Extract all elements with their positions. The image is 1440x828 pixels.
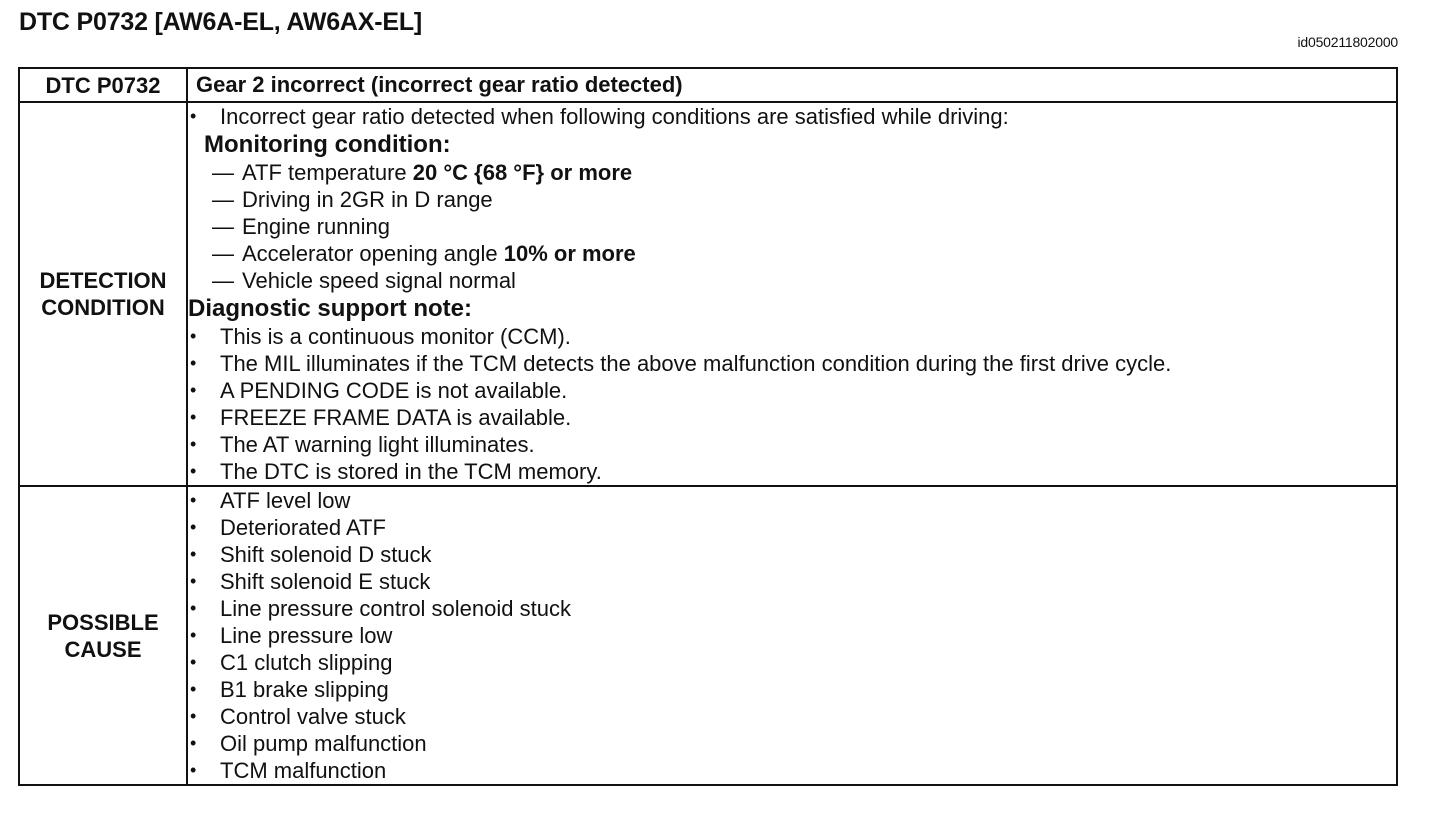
cause-label-line2: CAUSE xyxy=(64,636,142,662)
dtc-table xyxy=(18,67,1398,786)
cause-item: • C1 clutch slipping xyxy=(188,649,1396,676)
dash-mark: — xyxy=(212,268,234,293)
dtc-code-cell: DTC P0732 xyxy=(19,68,187,102)
cause-label-line1: POSSIBLE xyxy=(47,609,159,635)
dash-mark: — xyxy=(212,160,234,185)
condition-atf-value: 20 °C {68 °F} or more xyxy=(412,160,633,185)
condition-driving-text: Driving in 2GR in D range xyxy=(242,187,493,212)
dtc-description-cell: Gear 2 incorrect (incorrect gear ratio detected) xyxy=(187,68,1397,102)
monitoring-condition-heading: Monitoring condition: xyxy=(204,131,451,158)
cause-item: • ATF level low xyxy=(188,487,1396,514)
condition-accelerator xyxy=(188,240,1396,267)
document-id: id050211802000 xyxy=(1297,34,1398,50)
possible-cause-row xyxy=(19,486,1397,785)
condition-driving xyxy=(188,186,1396,213)
dtc-header-row xyxy=(19,68,1397,102)
condition-accelerator-value: 10% or more xyxy=(503,241,636,266)
cause-item: • Shift solenoid D stuck xyxy=(188,541,1396,568)
support-note: • The MIL illuminates if the TCM detects the above malfunction condition during the first drive cycle. xyxy=(188,350,1396,377)
detection-condition-content xyxy=(187,102,1397,486)
cause-item: • B1 brake slipping xyxy=(188,676,1396,703)
cause-item: • Deteriorated ATF xyxy=(188,514,1396,541)
support-note: • A PENDING CODE is not available. xyxy=(188,377,1396,404)
condition-atf-text: ATF temperature xyxy=(242,160,413,185)
support-note: • The DTC is stored in the TCM memory. xyxy=(188,458,1396,485)
detection-intro: • Incorrect gear ratio detected when following conditions are satisfied while driving: xyxy=(188,103,1396,130)
dash-mark: — xyxy=(212,241,234,266)
cause-item: • TCM malfunction xyxy=(188,757,1396,784)
condition-engine xyxy=(188,213,1396,240)
condition-vehicle-speed xyxy=(188,267,1396,294)
cause-item: • Oil pump malfunction xyxy=(188,730,1396,757)
cause-item: • Line pressure low xyxy=(188,622,1396,649)
cause-item: • Shift solenoid E stuck xyxy=(188,568,1396,595)
possible-cause-content xyxy=(187,486,1397,785)
detection-label-line2: CONDITION xyxy=(41,295,165,320)
possible-cause-label xyxy=(19,486,187,785)
dash-mark: — xyxy=(212,214,234,239)
page-title: DTC P0732 [AW6A-EL, AW6AX-EL] xyxy=(19,8,423,36)
dash-mark: — xyxy=(212,187,234,212)
support-note: • FREEZE FRAME DATA is available. xyxy=(188,404,1396,431)
cause-item: • Control valve stuck xyxy=(188,703,1396,730)
detection-label-line1: DETECTION xyxy=(39,268,167,293)
condition-accelerator-text: Accelerator opening angle xyxy=(242,241,504,266)
detection-condition-row xyxy=(19,102,1397,486)
cause-item: • Line pressure control solenoid stuck xyxy=(188,595,1396,622)
diagnostic-support-heading: Diagnostic support note: xyxy=(188,295,472,322)
condition-speed-text: Vehicle speed signal normal xyxy=(242,268,516,293)
detection-condition-label xyxy=(19,102,187,486)
support-note: • The AT warning light illuminates. xyxy=(188,431,1396,458)
condition-atf-temperature xyxy=(188,159,1396,186)
support-note: • This is a continuous monitor (CCM). xyxy=(188,323,1396,350)
condition-engine-text: Engine running xyxy=(242,214,391,239)
